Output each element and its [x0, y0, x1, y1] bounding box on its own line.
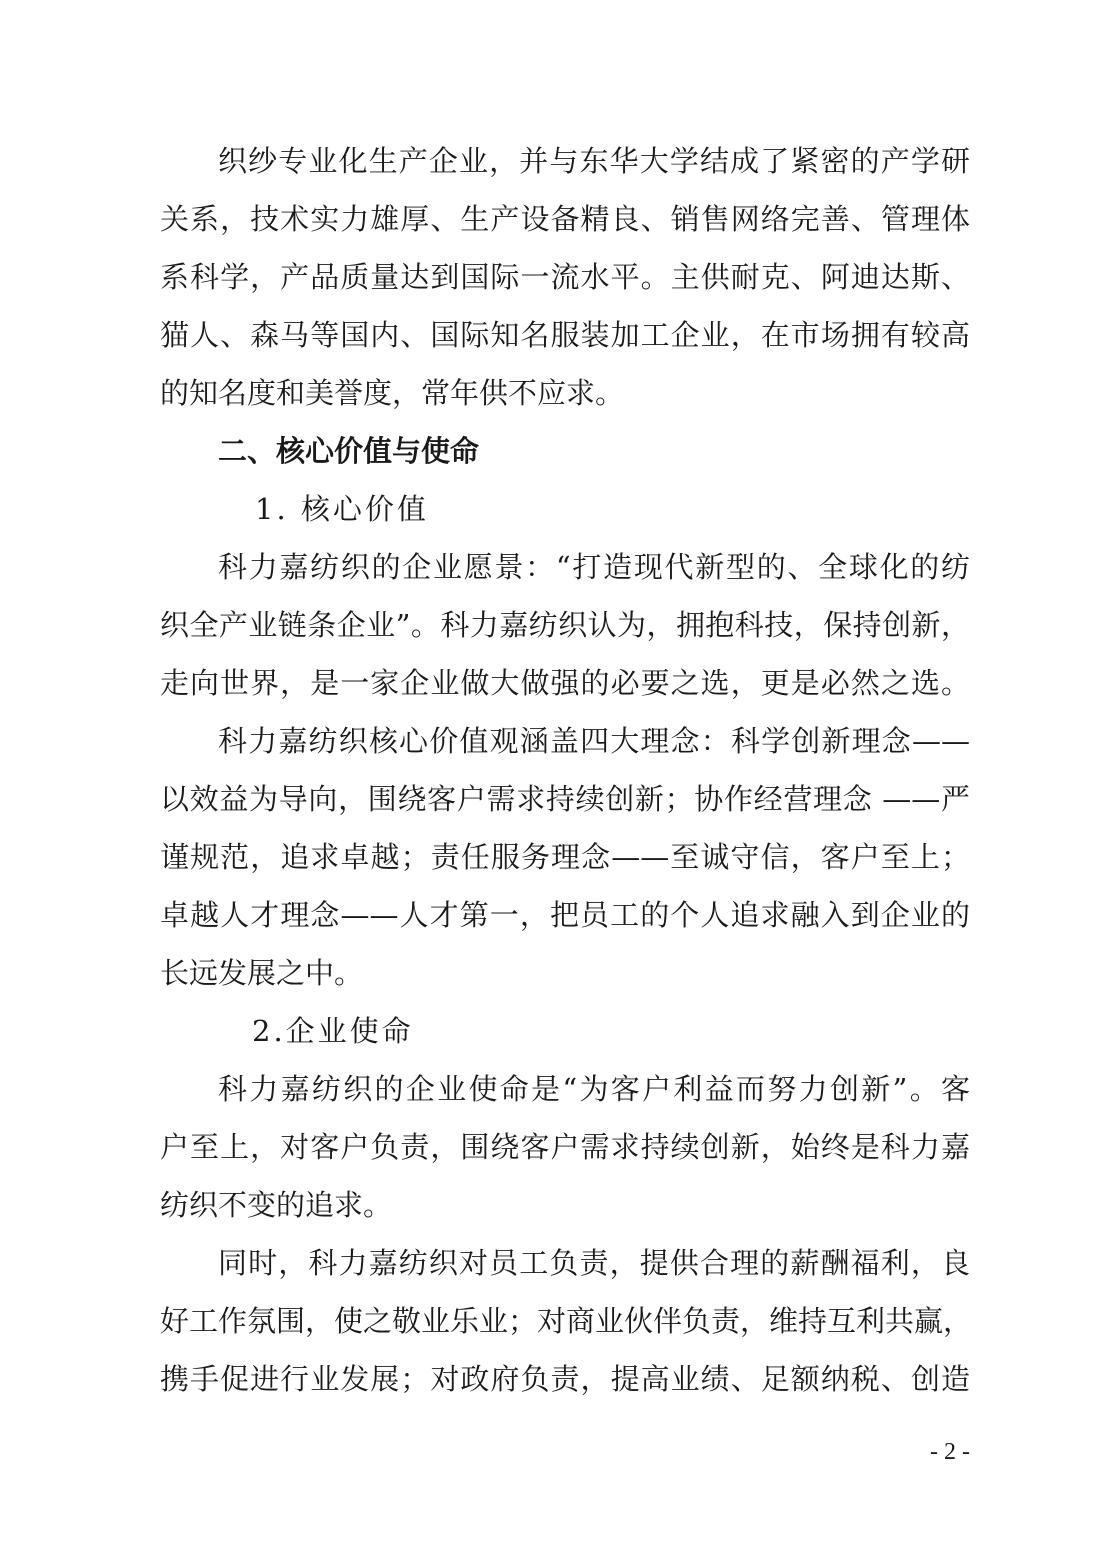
paragraph-line: 科力嘉纺织的企业使命是“为客户利益而努力创新”。客 [218, 1072, 970, 1106]
section-heading: 二、核心价值与使命 [218, 434, 480, 468]
paragraph-line: 携手促进行业发展；对政府负责，提高业绩、足额纳税、创造 [160, 1362, 970, 1396]
subsection-heading-core-values: 1. 核心价值 [255, 492, 429, 526]
paragraph-line: 猫人、森马等国内、国际知名服装加工企业，在市场拥有较高 [160, 318, 970, 352]
paragraph-line: 织全产业链条企业”。科力嘉纺织认为，拥抱科技，保持创新， [160, 608, 970, 642]
paragraph-line: 关系，技术实力雄厚、生产设备精良、销售网络完善、管理体 [160, 202, 970, 236]
paragraph-line: 好工作氛围，使之敬业乐业；对商业伙伴负责，维持互利共赢， [160, 1304, 973, 1338]
paragraph-line: 户至上，对客户负责，围绕客户需求持续创新，始终是科力嘉 [160, 1130, 970, 1164]
paragraph-line: 科力嘉纺织核心价值观涵盖四大理念：科学创新理念—— [218, 724, 970, 758]
paragraph-line: 以效益为导向，围绕客户需求持续创新；协作经营理念 ——严 [160, 782, 970, 816]
paragraph-line: 系科学，产品质量达到国际一流水平。主供耐克、阿迪达斯、 [160, 260, 970, 294]
page-number: - 2 - [930, 1439, 970, 1465]
paragraph-line: 同时，科力嘉纺织对员工负责，提供合理的薪酬福利，良 [218, 1246, 970, 1280]
subsection-heading-mission: 2.企业使命 [252, 1014, 414, 1048]
paragraph-line: 的知名度和美誉度，常年供不应求。 [160, 376, 625, 410]
paragraph-line: 谨规范，追求卓越；责任服务理念——至诚守信，客户至上； [160, 840, 970, 874]
paragraph-line: 卓越人才理念——人才第一，把员工的个人追求融入到企业的 [160, 898, 970, 932]
paragraph-line: 长远发展之中。 [160, 956, 364, 990]
paragraph-line: 科力嘉纺织的企业愿景：“打造现代新型的、全球化的纺 [218, 550, 970, 584]
paragraph-line: 走向世界，是一家企业做大做强的必要之选，更是必然之选。 [160, 666, 970, 700]
paragraph-line: 纺织不变的追求。 [160, 1188, 393, 1222]
paragraph-line: 织纱专业化生产企业，并与东华大学结成了紧密的产学研 [218, 144, 970, 178]
